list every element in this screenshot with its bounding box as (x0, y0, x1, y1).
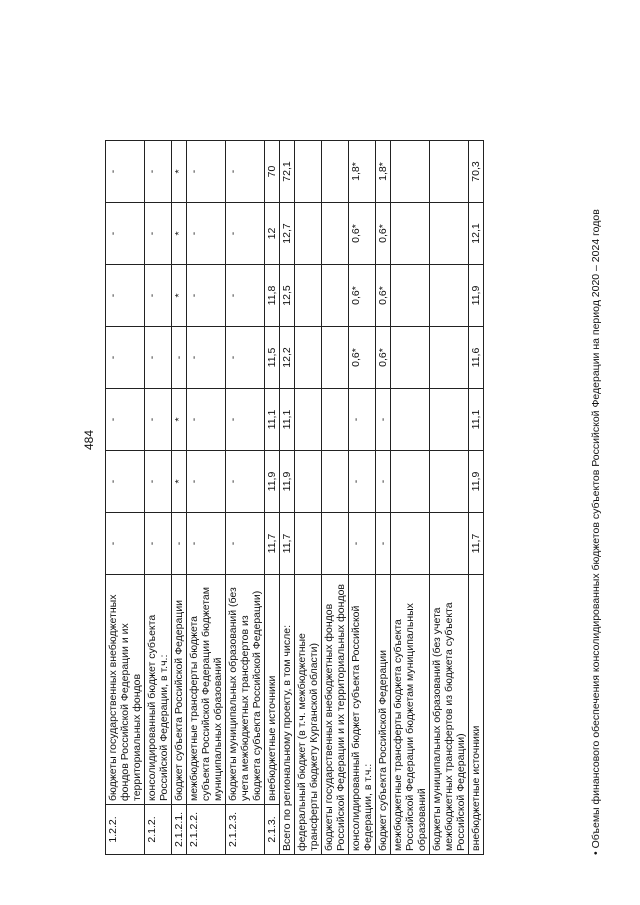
row-code: 2.1.3. (265, 805, 280, 855)
value-cell: - (226, 513, 265, 575)
value-cell: * (172, 451, 187, 513)
value-cell: 12,2 (280, 327, 295, 389)
table-row (187, 141, 226, 855)
row-label: бюджеты государственных внебюджетных фондов Российской Федерации и их территориальных фондов (322, 575, 349, 855)
value-cell (322, 451, 349, 513)
value-cell (295, 513, 322, 575)
table-row (172, 141, 187, 855)
value-cell: 0,6* (349, 265, 376, 327)
value-cell (430, 203, 469, 265)
value-cell: 11,1 (265, 389, 280, 451)
table-row (469, 141, 484, 855)
value-cell: - (145, 451, 172, 513)
value-cell: - (349, 451, 376, 513)
value-cell (391, 513, 430, 575)
table-row (391, 141, 430, 855)
value-cell: 1,8* (376, 141, 391, 203)
row-label: бюджеты государственных внебюджетных фондов Российской Федерации и их территориальных фондов (106, 575, 145, 805)
value-cell (391, 451, 430, 513)
value-cell: - (172, 327, 187, 389)
value-cell: - (187, 451, 226, 513)
row-code: 1.2.2. (106, 805, 145, 855)
value-cell: 11,9 (469, 265, 484, 327)
value-cell: - (376, 513, 391, 575)
row-label: консолидированный бюджет субъекта Российской Федерации, в т.ч.: (145, 575, 172, 805)
row-code: 2.1.2.2. (187, 805, 226, 855)
page-number: 484 (82, 429, 96, 451)
value-cell (322, 265, 349, 327)
row-code: 2.1.2.1. (172, 805, 187, 855)
value-cell: - (145, 203, 172, 265)
row-label: консолидированный бюджет субъекта Российской Федерации, в т.ч.: (349, 575, 376, 855)
table-row (376, 141, 391, 855)
table-row (349, 141, 376, 855)
value-cell: - (226, 327, 265, 389)
value-cell: 11,7 (280, 513, 295, 575)
value-cell: 70 (265, 141, 280, 203)
value-cell: - (187, 389, 226, 451)
value-cell: 12 (265, 203, 280, 265)
table-row (265, 141, 280, 855)
value-cell: 72,1 (280, 141, 295, 203)
value-cell: 12,5 (280, 265, 295, 327)
budget-table (105, 140, 484, 855)
value-cell: 1,8* (349, 141, 376, 203)
value-cell: 11,7 (469, 513, 484, 575)
value-cell (295, 327, 322, 389)
row-label: внебюджетные источники (265, 575, 280, 805)
row-code: 2.1.2. (145, 805, 172, 855)
value-cell (430, 141, 469, 203)
value-cell (322, 141, 349, 203)
row-label: бюджет субъекта Российской Федерации (376, 575, 391, 855)
table-row (106, 141, 145, 855)
value-cell (391, 265, 430, 327)
value-cell (430, 389, 469, 451)
value-cell: - (106, 451, 145, 513)
value-cell: * (172, 265, 187, 327)
value-cell (430, 265, 469, 327)
row-label: бюджеты муниципальных образований (без учета межбюджетных трансфертов из бюджета субъекта Российской Федерации) (226, 575, 265, 805)
value-cell: * (172, 203, 187, 265)
value-cell: 11,9 (469, 451, 484, 513)
row-label: Всего по региональному проекту, в том числе: (280, 575, 295, 855)
value-cell (295, 389, 322, 451)
value-cell: - (106, 513, 145, 575)
value-cell: 11,1 (469, 389, 484, 451)
table-row (430, 141, 469, 855)
value-cell: - (187, 327, 226, 389)
value-cell: - (226, 203, 265, 265)
value-cell: 0,6* (349, 327, 376, 389)
value-cell: - (376, 389, 391, 451)
value-cell (430, 513, 469, 575)
value-cell (322, 389, 349, 451)
footnote: • Объемы финансового обеспечения консолидированных бюджетов субъектов Российской Федерации на период 2020 – 2024 годов (590, 209, 602, 855)
row-code: 2.1.2.3. (226, 805, 265, 855)
value-cell (295, 141, 322, 203)
value-cell: - (106, 389, 145, 451)
value-cell: - (106, 141, 145, 203)
table-row (145, 141, 172, 855)
row-label: бюджеты муниципальных образований (без учета межбюджетных трансфертов из бюджета субъекта Российской Федерации) (430, 575, 469, 855)
row-label: межбюджетные трансферты бюджета субъекта Российской Федерации бюджетам муниципальных образований (391, 575, 430, 855)
value-cell (391, 327, 430, 389)
value-cell (295, 203, 322, 265)
value-cell: - (106, 265, 145, 327)
value-cell: 11,6 (469, 327, 484, 389)
value-cell (295, 265, 322, 327)
value-cell (295, 451, 322, 513)
value-cell: - (349, 389, 376, 451)
value-cell: 11,9 (280, 451, 295, 513)
value-cell: 11,8 (265, 265, 280, 327)
value-cell: - (145, 141, 172, 203)
row-label: бюджет субъекта Российской Федерации (172, 575, 187, 805)
value-cell: - (145, 513, 172, 575)
value-cell (391, 203, 430, 265)
value-cell: - (145, 265, 172, 327)
value-cell: 11,7 (265, 513, 280, 575)
value-cell: - (349, 513, 376, 575)
value-cell: - (106, 327, 145, 389)
row-label: межбюджетные трансферты бюджета субъекта Российской Федерации бюджетам муниципальных образований (187, 575, 226, 805)
value-cell (391, 141, 430, 203)
value-cell: - (376, 451, 391, 513)
value-cell: - (187, 265, 226, 327)
value-cell: - (145, 389, 172, 451)
value-cell: * (172, 141, 187, 203)
value-cell: 0,6* (349, 203, 376, 265)
value-cell: - (226, 451, 265, 513)
value-cell: - (106, 203, 145, 265)
value-cell: - (226, 265, 265, 327)
value-cell: - (187, 203, 226, 265)
value-cell: 11,5 (265, 327, 280, 389)
value-cell: - (226, 389, 265, 451)
value-cell: 11,9 (265, 451, 280, 513)
row-label: федеральный бюджет (в т.ч. межбюджетные трансферты бюджету Курганской области) (295, 575, 322, 855)
value-cell: 0,6* (376, 327, 391, 389)
value-cell: - (226, 141, 265, 203)
value-cell (430, 451, 469, 513)
value-cell: - (187, 513, 226, 575)
value-cell (391, 389, 430, 451)
value-cell: 12,1 (469, 203, 484, 265)
value-cell: * (172, 389, 187, 451)
value-cell: 0,6* (376, 203, 391, 265)
table-row (226, 141, 265, 855)
value-cell: 12,7 (280, 203, 295, 265)
table-row (322, 141, 349, 855)
value-cell: - (172, 513, 187, 575)
value-cell: 11,1 (280, 389, 295, 451)
value-cell (322, 513, 349, 575)
value-cell: 70,3 (469, 141, 484, 203)
value-cell (322, 327, 349, 389)
value-cell: - (145, 327, 172, 389)
table-row (295, 141, 322, 855)
value-cell: - (187, 141, 226, 203)
row-label: внебюджетные источники (469, 575, 484, 855)
table-row (280, 141, 295, 855)
value-cell (430, 327, 469, 389)
value-cell: 0,6* (376, 265, 391, 327)
value-cell (322, 203, 349, 265)
